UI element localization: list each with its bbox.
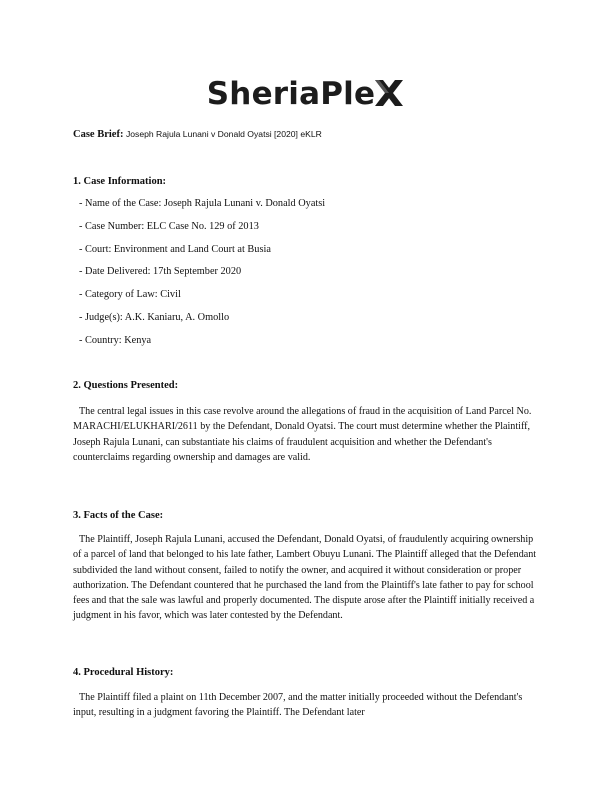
court-item: - Court: Environment and Land Court at Busia xyxy=(79,243,271,255)
section-heading-procedural-history: 4. Procedural History: xyxy=(73,667,174,678)
section-heading-case-information: 1. Case Information: xyxy=(73,176,167,187)
logo-wordmark: SheriaPle xyxy=(206,75,376,112)
questions-presented-paragraph: The central legal issues in this case revolve around the allegations of fraud in the acquisition of Land Parcel No. MARACHI/ELUKHARI/2611 by the Defendant, Donald Oyatsi. The court must determine whether the Plaintiff, Joseph Rajula Lunani, can substantiate his claims of fraudulent acquisition and whether the Defendant's counterclaims regarding ownership and damages are valid. xyxy=(73,406,532,463)
judges-item: - Judge(s): A.K. Kaniaru, A. Omollo xyxy=(79,311,230,323)
facts-of-the-case-paragraph: The Plaintiff, Joseph Rajula Lunani, accused the Defendant, Donald Oyatsi, of fraudulently acquiring ownership of a parcel of land that belonged to his late father, Lambert Obuyu Lunani. The Plaintiff alleged that the Defendant subdivided the land without consent, failed to notify the owner, and acquired it without consideration or proper authorization. The Defendant countered that he purchased the land from the Plaintiff's late father to pay for school fees and that the sale was lawful and properly documented. The dispute arose after the Plaintiff initially received a judgment in his favor, which was later contested by the Defendant. xyxy=(73,534,537,622)
sheriaplex-logo xyxy=(0,75,612,112)
case-brief-line xyxy=(73,129,322,140)
section-heading-questions-presented: 2. Questions Presented: xyxy=(73,380,179,391)
case-information-list xyxy=(79,198,325,358)
country-item: - Country: Kenya xyxy=(79,334,152,346)
case-name-item: - Name of the Case: Joseph Rajula Lunani v. Donald Oyatsi xyxy=(79,198,326,209)
case-number-item: - Case Number: ELC Case No. 129 of 2013 xyxy=(79,220,259,232)
date-delivered-item: - Date Delivered: 17th September 2020 xyxy=(79,266,242,278)
procedural-history-paragraph: The Plaintiff filed a plaint on 11th December 2007, and the matter initially proceeded without the Defendant's input, resulting in a judgment favoring the Plaintiff. The Defendant later xyxy=(73,692,523,719)
section-heading-facts-of-the-case: 3. Facts of the Case: xyxy=(73,510,164,521)
logo-x-mark-icon xyxy=(373,76,405,110)
case-brief-label: Case Brief: xyxy=(73,129,124,140)
category-of-law-item: - Category of Law: Civil xyxy=(79,289,181,301)
case-brief-title: Joseph Rajula Lunani v Donald Oyatsi [2020] eKLR xyxy=(125,129,322,139)
